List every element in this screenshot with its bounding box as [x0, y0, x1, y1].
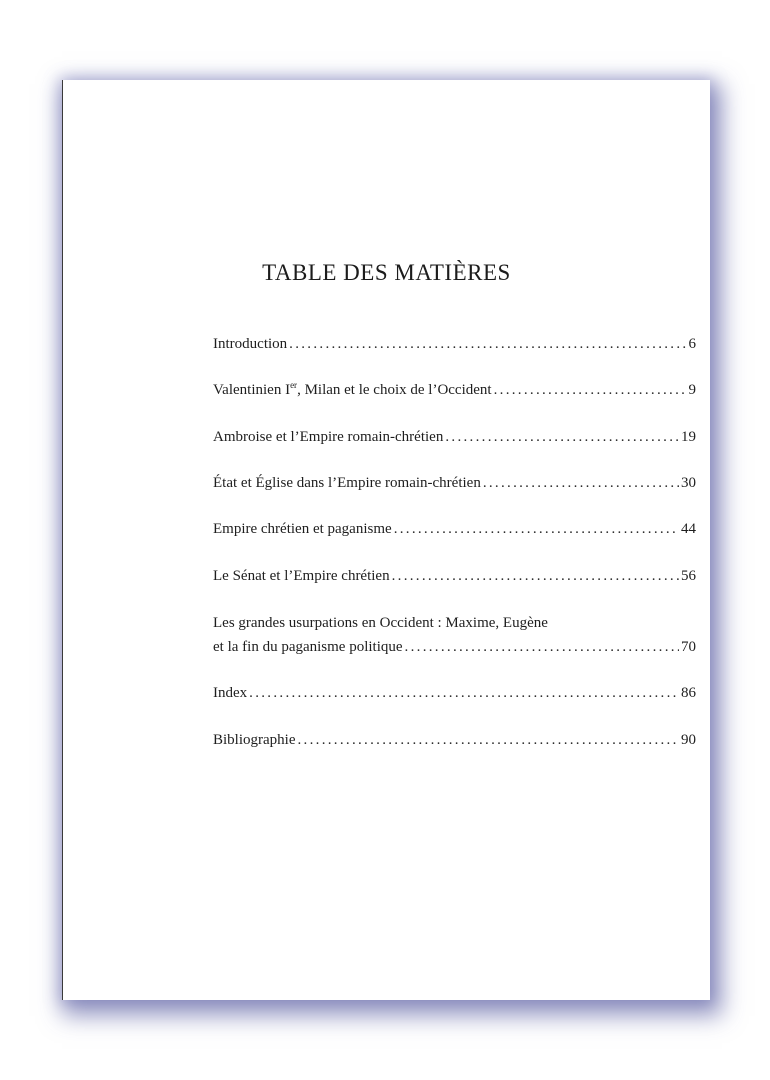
- toc-entry-label-line1: Les grandes usurpations en Occident : Maxime, Eugène: [213, 615, 548, 631]
- toc-entry-label-part: , Milan et le choix de l’Occident: [297, 382, 492, 398]
- superscript-ordinal: er: [290, 380, 298, 390]
- toc-page-number: 30: [681, 475, 696, 491]
- toc-entry-label-part: Valentinien I: [213, 382, 291, 398]
- toc-entry-senat[interactable]: [213, 564, 696, 588]
- toc-page-number: 70: [681, 639, 696, 655]
- dot-leader: [249, 681, 679, 705]
- toc-entry-valentinien[interactable]: [213, 378, 696, 402]
- dot-leader: [483, 471, 679, 495]
- toc-entry-usurpations[interactable]: [213, 611, 696, 659]
- toc-entry-label: Ambroise et l’Empire romain-chrétien: [213, 429, 444, 445]
- toc-page-number: 19: [681, 429, 696, 445]
- toc-entry-etat-eglise[interactable]: [213, 471, 696, 495]
- toc-entry-introduction[interactable]: [213, 332, 696, 356]
- toc-entry-bibliographie[interactable]: [213, 728, 696, 752]
- toc-page-number: 6: [688, 336, 696, 352]
- dot-leader: [289, 332, 686, 356]
- toc-entry-label: Introduction: [213, 336, 288, 352]
- dot-leader: [405, 635, 679, 659]
- toc-entry-label: Index: [213, 685, 248, 701]
- dot-leader: [445, 425, 679, 449]
- page-title: TABLE DES MATIÈRES: [262, 260, 511, 285]
- dot-leader: [394, 517, 679, 541]
- toc-page-number: 86: [681, 685, 696, 701]
- dot-leader: [494, 378, 687, 402]
- dot-leader: [392, 564, 679, 588]
- toc-page-number: 90: [681, 732, 696, 748]
- toc-entry-label-line2: et la fin du paganisme politique: [213, 639, 403, 655]
- toc-page-number: 9: [688, 382, 696, 398]
- toc-entry-ambroise[interactable]: [213, 425, 696, 449]
- toc-entry-label: Empire chrétien et paganisme: [213, 521, 392, 537]
- toc-entry-label: Le Sénat et l’Empire chrétien: [213, 568, 390, 584]
- toc-page-number: 44: [681, 521, 696, 537]
- dot-leader: [298, 728, 680, 752]
- toc-entry-label: [213, 378, 492, 402]
- toc-entry-index[interactable]: [213, 681, 696, 705]
- toc-entry-label: Bibliographie: [213, 732, 296, 748]
- document-page: [62, 80, 710, 1000]
- toc-entry-paganisme[interactable]: [213, 517, 696, 541]
- toc-entry-label: État et Église dans l’Empire romain-chrétien: [213, 475, 481, 491]
- toc-page-number: 56: [681, 568, 696, 584]
